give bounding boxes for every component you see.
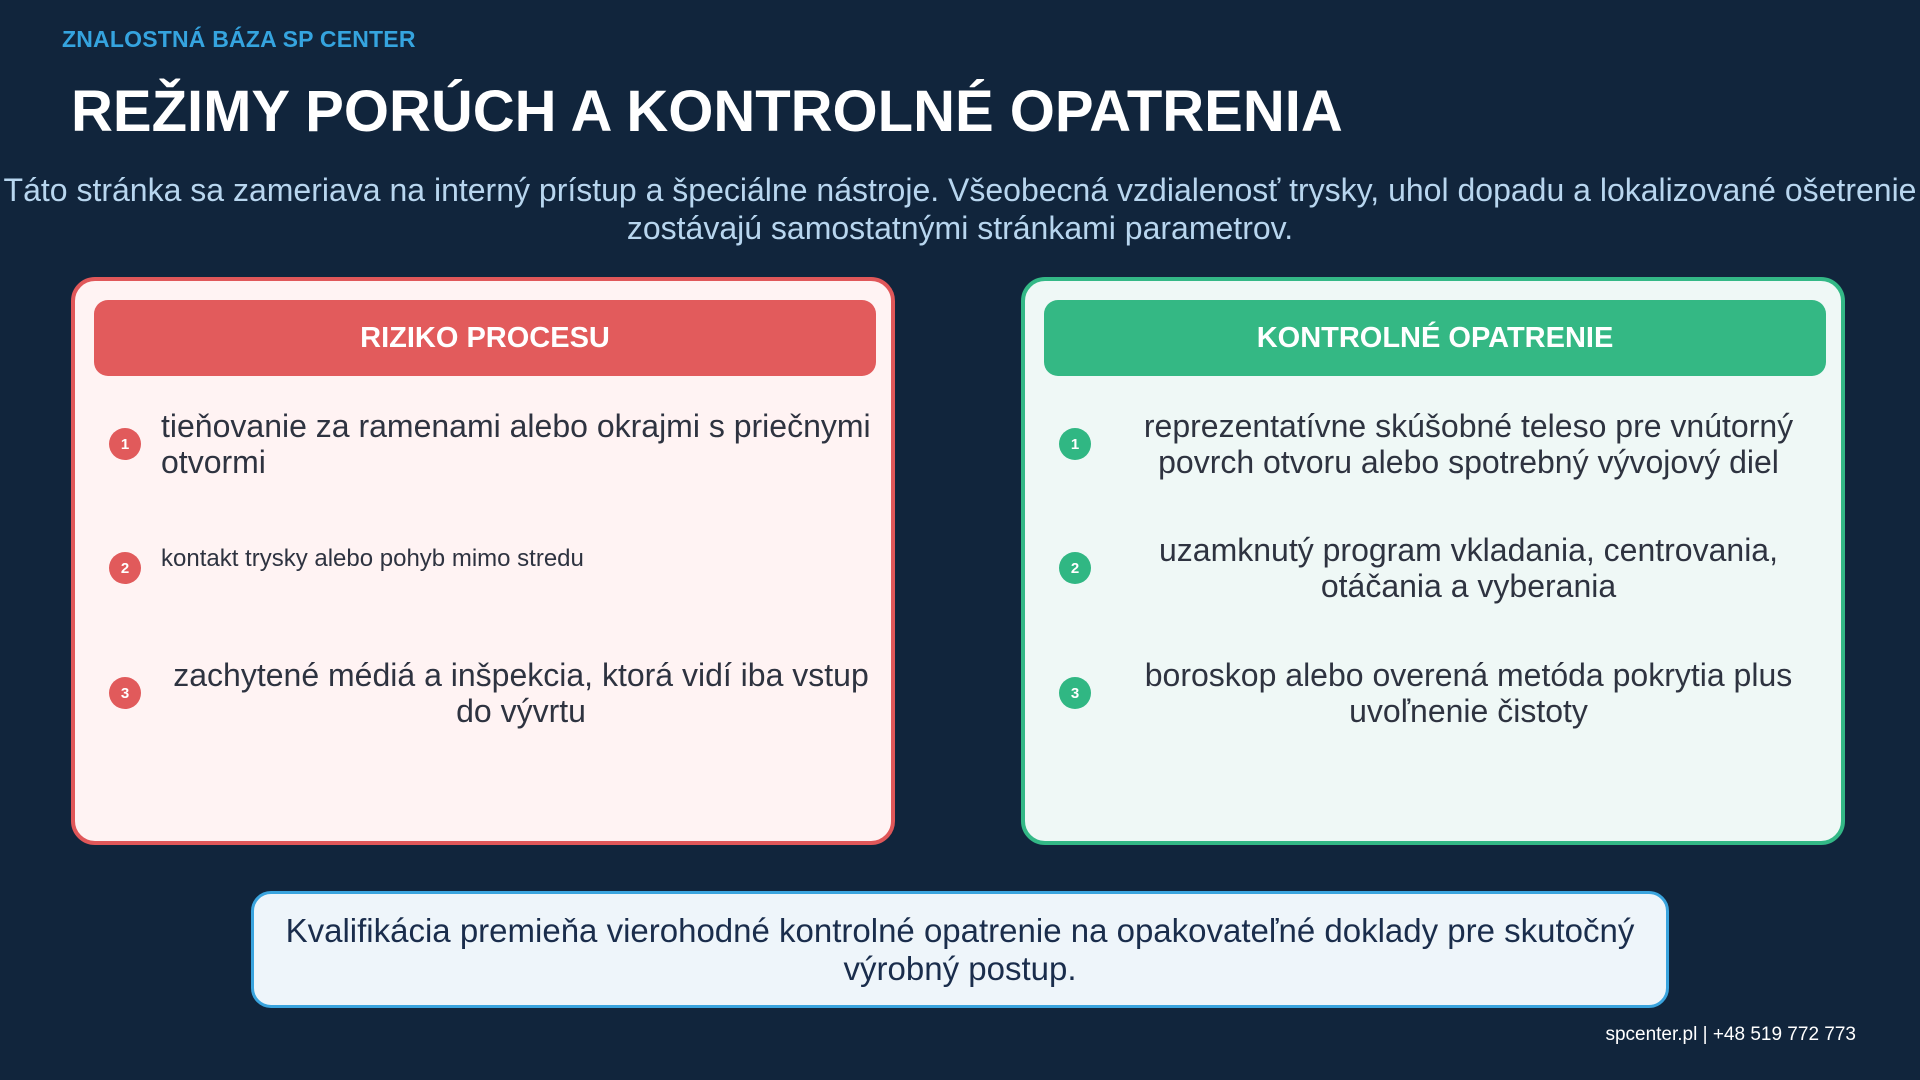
risk-item-text: zachytené médiá a inšpekcia, ktorá vidí iba vstup do vývrtu bbox=[173, 657, 869, 729]
number-badge: 2 bbox=[1059, 552, 1091, 584]
number-badge: 2 bbox=[109, 552, 141, 584]
control-card-header: KONTROLNÉ OPATRENIE bbox=[1044, 300, 1826, 376]
contact-info: spcenter.pl | +48 519 772 773 bbox=[1605, 1024, 1856, 1045]
control-item bbox=[1025, 389, 1841, 499]
control-item bbox=[1025, 513, 1841, 623]
risk-item bbox=[75, 389, 891, 499]
number-badge: 3 bbox=[109, 677, 141, 709]
control-item-text: boroskop alebo overená metóda pokrytia plus uvoľnenie čistoty bbox=[1144, 657, 1793, 729]
risk-item bbox=[75, 638, 891, 748]
page-title: REŽIMY PORÚCH A KONTROLNÉ OPATRENIA bbox=[71, 79, 1343, 144]
control-item-text: reprezentatívne skúšobné teleso pre vnútorný povrch otvoru alebo spotrebný vývojový diel bbox=[1143, 408, 1794, 480]
control-card bbox=[1021, 277, 1845, 845]
number-badge: 1 bbox=[1059, 428, 1091, 460]
control-item-text: uzamknutý program vkladania, centrovania, otáčania a vyberania bbox=[1159, 532, 1778, 604]
page-subtitle: Táto stránka sa zameriava na interný prístup a špeciálne nástroje. Všeobecná vzdialenosť trysky, uhol dopadu a lokalizované ošetrenie zostávajú samostatnými stránkami parametrov. bbox=[3, 172, 1917, 246]
risk-card-header: RIZIKO PROCESU bbox=[94, 300, 876, 376]
risk-item bbox=[75, 513, 891, 623]
risk-item-text: kontakt trysky alebo pohyb mimo stredu bbox=[161, 545, 584, 572]
control-item bbox=[1025, 638, 1841, 748]
risk-card bbox=[71, 277, 895, 845]
kicker-label: ZNALOSTNÁ BÁZA SP CENTER bbox=[62, 26, 416, 52]
number-badge: 3 bbox=[1059, 677, 1091, 709]
summary-callout: Kvalifikácia premieňa vierohodné kontrolné opatrenie na opakovateľné doklady pre skutočný výrobný postup. bbox=[251, 891, 1669, 1008]
risk-item-text: tieňovanie za ramenami alebo okrajmi s priečnymi otvormi bbox=[161, 408, 871, 480]
number-badge: 1 bbox=[109, 428, 141, 460]
